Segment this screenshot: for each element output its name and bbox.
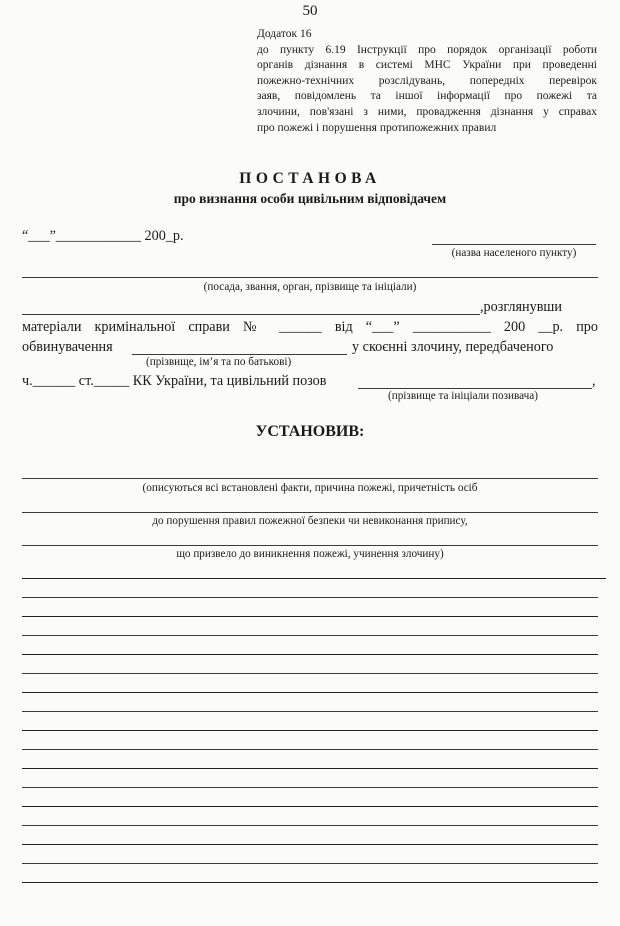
writing-line[interactable] [22, 882, 598, 883]
writing-line[interactable] [22, 844, 598, 845]
writing-line[interactable] [22, 654, 598, 655]
writing-line[interactable] [22, 578, 606, 579]
place-line[interactable] [432, 244, 596, 245]
writing-line[interactable] [22, 787, 598, 788]
document-title: ПОСТАНОВА [239, 170, 381, 187]
page-number: 50 [302, 3, 318, 19]
date-field[interactable]: “___”____________ 200_р. [22, 228, 184, 244]
established-line[interactable] [22, 545, 598, 546]
comma: , [592, 373, 596, 389]
writing-line[interactable] [22, 730, 598, 731]
annex-line: до пункту 6.19 Інструкції про порядок організації роботи [257, 43, 597, 56]
annex-line: злочини, пов'язані з ними, провадження дізнання у справах [257, 105, 597, 118]
established-caption: (описуються всі встановлені факти, причина пожежі, причетність осіб [142, 482, 478, 494]
established-caption: до порушення правил пожежної безпеки чи невиконання припису, [152, 515, 468, 527]
annex-line: про пожежі і порушення протипожежних правил [257, 121, 497, 134]
writing-line[interactable] [22, 825, 598, 826]
annex-title: Додаток 16 [257, 28, 312, 40]
writing-line[interactable] [22, 616, 598, 617]
writing-line[interactable] [22, 806, 598, 807]
official-line[interactable] [22, 277, 598, 278]
paragraph-line4-start: ч.______ ст._____ КК України, та цивільний позов [22, 373, 327, 389]
place-caption: (назва населеного пункту) [451, 247, 577, 259]
paragraph-line-blank[interactable] [22, 314, 480, 315]
fio-caption: (прізвище, ім’я та по батькові) [146, 356, 292, 368]
paragraph-line3-end: у скоєнні злочину, передбаченого [352, 339, 554, 355]
reviewed-text: розглянувши [483, 299, 562, 315]
writing-line[interactable] [22, 692, 598, 693]
writing-line[interactable] [22, 673, 598, 674]
writing-line[interactable] [22, 635, 598, 636]
writing-line[interactable] [22, 749, 598, 750]
plaintiff-line[interactable] [358, 388, 592, 389]
paragraph-line3-start: обвинувачення [22, 339, 113, 355]
paragraph-line2: матеріали кримінальної справи № ______ від “___” ___________ 200 __р. про [22, 319, 598, 335]
annex-line: пожежно-технічних розслідувань, попередніх перевірок [257, 74, 597, 87]
official-caption: (посада, звання, орган, прізвище та ініціали) [203, 281, 417, 293]
plaintiff-caption: (прізвище та ініціали позивача) [388, 390, 538, 402]
accused-name-line[interactable] [132, 354, 347, 355]
established-line[interactable] [22, 512, 598, 513]
established-line[interactable] [22, 478, 598, 479]
annex-line: заяв, повідомлень та іншої інформації про пожежі та [257, 90, 597, 103]
established-caption: що призвело до виникнення пожежі, учинення злочину) [176, 548, 444, 560]
annex-block [257, 27, 597, 136]
writing-line[interactable] [22, 768, 598, 769]
paragraph-line1-end: ,розглянувши [480, 299, 562, 315]
document-subtitle: про визнання особи цивільним відповідачем [173, 191, 447, 206]
annex-line: органів дізнання в системі МНС України при проведенні [257, 59, 597, 72]
writing-line[interactable] [22, 863, 598, 864]
section-heading: УСТАНОВИВ: [255, 423, 365, 440]
writing-line[interactable] [22, 597, 598, 598]
writing-line[interactable] [22, 711, 598, 712]
